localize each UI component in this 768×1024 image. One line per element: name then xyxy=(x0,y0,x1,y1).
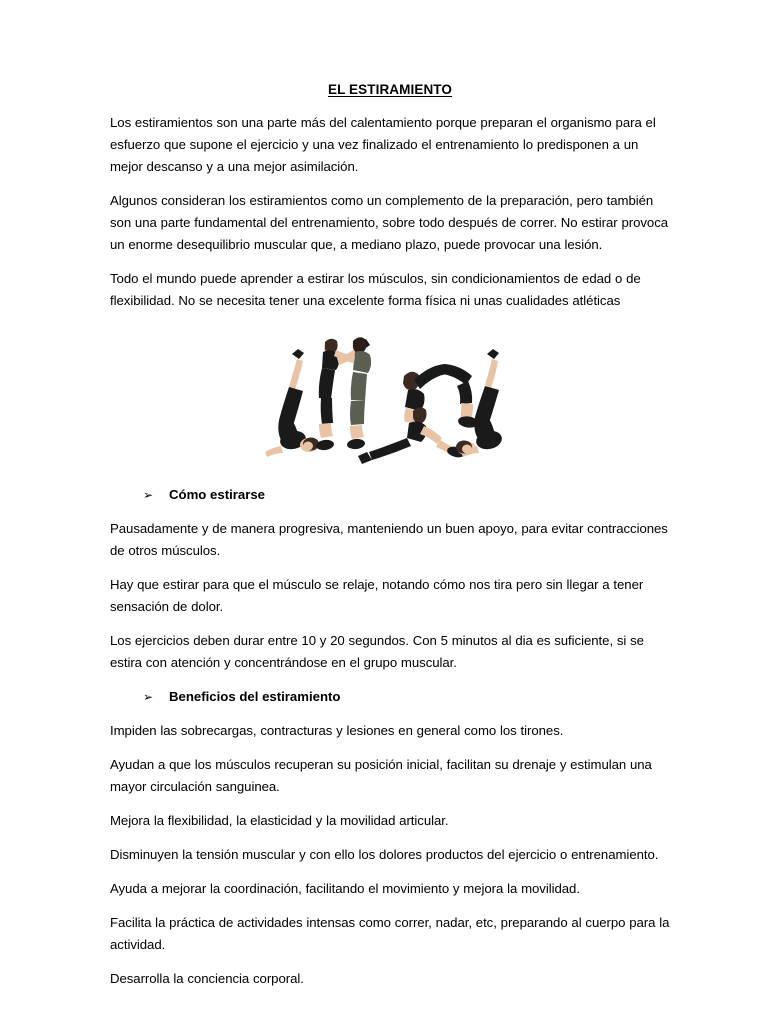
section-heading-label: Beneficios del estiramiento xyxy=(169,689,341,704)
paragraph-beneficio-3: Mejora la flexibilidad, la elasticidad y la movilidad articular. xyxy=(110,813,449,828)
paragraph-beneficio-6: Facilita la práctica de actividades intensas como correr, nadar, etc, preparando al cuerpo para la actividad. xyxy=(110,915,670,952)
arrowhead-bullet-icon: ➢ xyxy=(143,690,154,704)
paragraph-beneficio-5: Ayuda a mejorar la coordinación, facilitando el movimiento y mejora la movilidad. xyxy=(110,881,580,896)
paragraph-intro-2: Algunos consideran los estiramientos como un complemento de la preparación, pero también son una parte fundamental del entrenamiento, sobre todo después de correr. No estirar provoca un enorme desequilibrio muscular que, a mediano plazo, puede provocar una lesión. xyxy=(110,193,669,252)
paragraph-beneficio-1: Impiden las sobrecargas, contracturas y lesiones en general como los tirones. xyxy=(110,723,564,738)
arrowhead-bullet-icon: ➢ xyxy=(143,488,154,502)
section-heading-label: Cómo estirarse xyxy=(169,487,266,502)
section-heading-beneficios xyxy=(110,686,670,708)
paragraph-como-2: Hay que estirar para que el músculo se relaje, notando cómo nos tira pero sin llegar a tener sensación de dolor. xyxy=(110,577,644,614)
stretching-poses-photo xyxy=(259,328,521,470)
section-heading-como-estirarse xyxy=(110,484,670,506)
document-body xyxy=(110,80,670,1002)
paragraph-beneficio-4: Disminuyen la tensión muscular y con ello los dolores productos del ejercicio o entrenamiento. xyxy=(110,847,659,862)
page-title: EL ESTIRAMIENTO xyxy=(327,82,452,97)
paragraph-intro-3: Todo el mundo puede aprender a estirar los músculos, sin condicionamientos de edad o de flexibilidad. No se necesita tener una excelente forma física ni unas cualidades atléticas xyxy=(110,271,641,308)
paragraph-beneficio-7: Desarrolla la conciencia corporal. xyxy=(110,971,304,986)
paragraph-beneficio-2: Ayudan a que los músculos recuperan su posición inicial, facilitan su drenaje y estimulan una mayor circulación sanguinea. xyxy=(110,757,652,794)
figure-container xyxy=(110,328,670,470)
paragraph-intro-1: Los estiramientos son una parte más del calentamiento porque preparan el organismo para el esfuerzo que supone el ejercicio y una vez finalizado el entrenamiento lo predisponen a un mejor descanso y a una mejor asimilación. xyxy=(110,115,656,174)
paragraph-como-1: Pausadamente y de manera progresiva, manteniendo un buen apoyo, para evitar contracciones de otros músculos. xyxy=(110,521,668,558)
paragraph-como-3: Los ejercicios deben durar entre 10 y 20 segundos. Con 5 minutos al dia es suficiente, si se estira con atención y concentrándose en el grupo muscular. xyxy=(110,633,644,670)
